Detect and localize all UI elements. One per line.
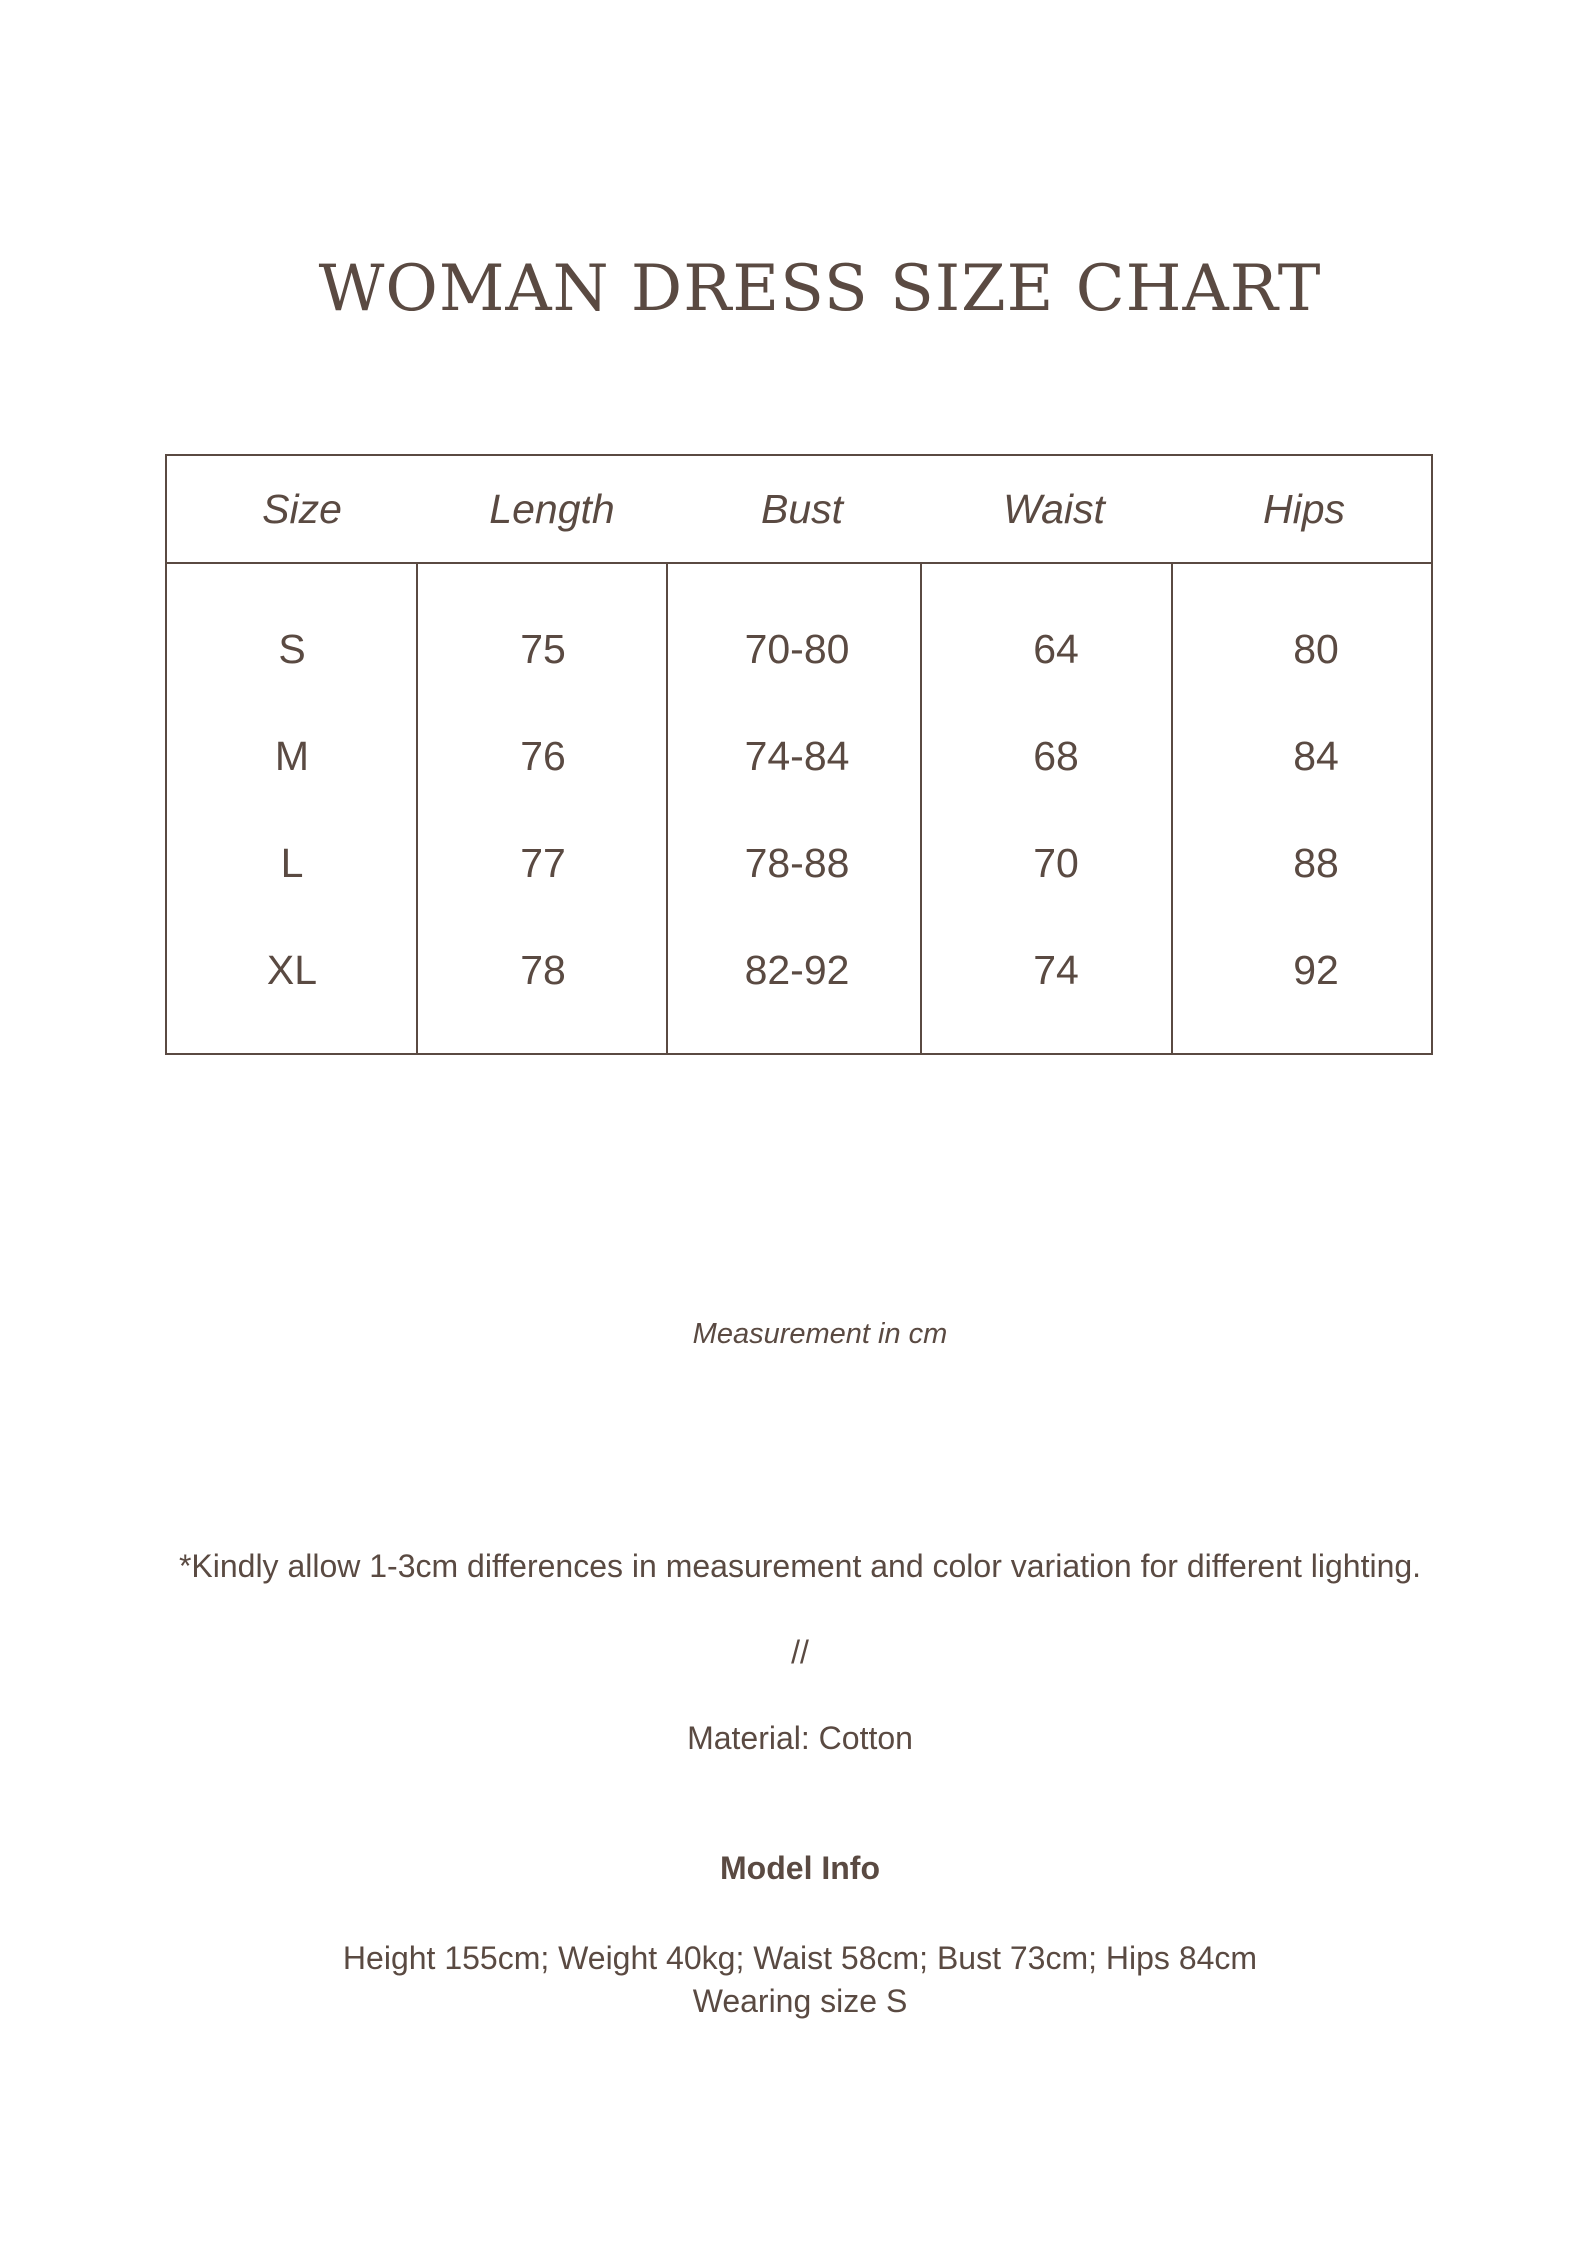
cell-length: 77 xyxy=(520,840,566,886)
cell-hips: 84 xyxy=(1293,733,1339,779)
header-bust: Bust xyxy=(760,486,844,532)
cell-waist: 74 xyxy=(1033,947,1079,993)
cell-bust: 70-80 xyxy=(744,626,850,672)
header-length: Length xyxy=(489,486,615,532)
cell-size: M xyxy=(274,733,310,779)
measurement-unit-note: Measurement in cm xyxy=(692,1318,948,1350)
cell-hips: 92 xyxy=(1293,947,1339,993)
cell-waist: 70 xyxy=(1033,840,1079,886)
model-stats: Height 155cm; Weight 40kg; Waist 58cm; Bust 73cm; Hips 84cm xyxy=(342,1940,1258,1976)
header-hips: Hips xyxy=(1262,486,1346,532)
header-waist: Waist xyxy=(1003,486,1105,532)
cell-size: XL xyxy=(266,947,318,993)
cell-bust: 78-88 xyxy=(744,840,850,886)
cell-length: 78 xyxy=(520,947,566,993)
model-wearing-size: Wearing size S xyxy=(692,1983,908,2019)
cell-waist: 64 xyxy=(1033,626,1079,672)
table-header-row xyxy=(167,456,1431,564)
cell-bust: 74-84 xyxy=(744,733,850,779)
cell-size: L xyxy=(280,840,304,886)
cell-size: S xyxy=(278,626,306,672)
size-chart-table xyxy=(165,454,1433,1055)
material-info: Material: Cotton xyxy=(687,1720,913,1756)
model-info-heading: Model Info xyxy=(720,1850,880,1886)
cell-hips: 80 xyxy=(1293,626,1339,672)
page-title: WOMAN DRESS SIZE CHART xyxy=(318,252,1322,326)
cell-bust: 82-92 xyxy=(744,947,850,993)
disclaimer-note: *Kindly allow 1-3cm differences in measurement and color variation for different lighting. xyxy=(178,1548,1422,1584)
separator: // xyxy=(791,1634,809,1670)
cell-length: 75 xyxy=(520,626,566,672)
cell-hips: 88 xyxy=(1293,840,1339,886)
header-size: Size xyxy=(262,486,342,532)
cell-length: 76 xyxy=(520,733,566,779)
cell-waist: 68 xyxy=(1033,733,1079,779)
